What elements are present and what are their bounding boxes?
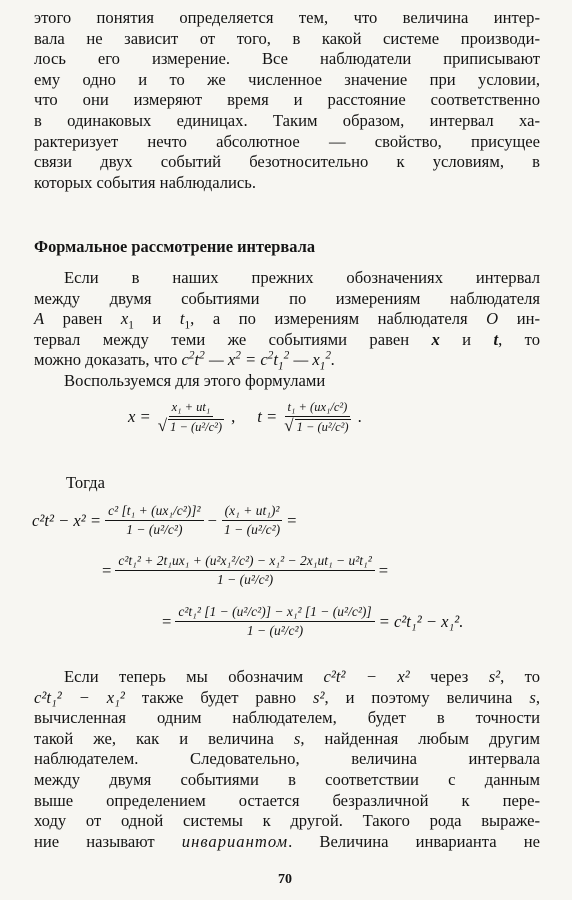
text-line: c²t₁² − x₁² также будет равно s², и поэтому величина s,: [34, 687, 540, 707]
fraction: [281, 398, 353, 436]
text-run: можно доказать, что: [34, 350, 182, 370]
formula-lhs: c²t² − x² =: [32, 510, 102, 530]
result: = c²t₁² − x₁².: [378, 611, 464, 631]
expression: c²t₁² − x₁²: [34, 687, 125, 707]
numerator: c²t₁² [1 − (u²/c²)] − x₁² [1 − (u²/c²)]: [175, 603, 374, 622]
text-line: наблюдателем. Следовательно, величина интервала: [34, 749, 540, 769]
symbol-s: s: [529, 687, 536, 707]
text-line: вала не зависит от того, в какой системе производи-: [34, 28, 540, 48]
text-run: и: [133, 309, 180, 329]
text-line: этого понятия определяется тем, что величина интер-: [34, 8, 540, 27]
operator: =: [102, 560, 112, 580]
numerator: t₁ + (ux₁/c²): [285, 398, 351, 417]
numerator: x₁ + ut₁: [169, 398, 214, 417]
text-line: [34, 832, 540, 853]
symbol-s: s: [293, 728, 301, 748]
fraction: [175, 603, 374, 640]
lorentz-x-formula: [128, 398, 362, 436]
fraction: [115, 552, 374, 589]
text-line: [34, 729, 540, 750]
operator: =: [287, 510, 297, 530]
text-line: [34, 330, 540, 351]
denominator: [281, 417, 353, 436]
numerator: (x₁ + ut₁)²: [222, 502, 283, 521]
derivation-row-2: [102, 552, 388, 589]
denominator: 1 − (u²/c²): [246, 623, 304, 638]
symbol-x: x: [431, 329, 440, 349]
text-run: , то: [500, 667, 540, 686]
expression: c²t² − x²: [323, 667, 410, 686]
formula-lhs: x =: [128, 407, 151, 426]
text-run: тервал между теми же событиями равен: [34, 329, 432, 349]
text-line: что они измеряют время и расстояние соответственно: [34, 90, 540, 110]
page-number: 70: [278, 872, 292, 887]
text-line: ему одно и то же численное значение при условии,: [34, 69, 540, 89]
fraction: [105, 502, 204, 539]
text-line: [34, 667, 540, 688]
denominator: 1 − (u²/c²): [126, 522, 183, 537]
symbol-t: t: [493, 329, 499, 349]
emphasis-invariant: инвариантом: [181, 831, 289, 851]
paragraph-intro: [34, 8, 540, 193]
fraction: [221, 502, 283, 539]
text-line: между двумя событиями в соответствии с данным: [34, 769, 540, 789]
text-run: ние называют: [34, 831, 182, 851]
derivation-row-1: [32, 502, 297, 539]
text-run: ин-: [498, 309, 540, 329]
radicand: 1 − (u²/c²): [296, 420, 349, 434]
text-run: , а по измерениям наблюдателя: [190, 309, 487, 329]
text-line: [34, 350, 540, 371]
text-line: лось его измерение. Все наблюдатели приписывают: [34, 49, 540, 69]
symbol-A: A: [34, 309, 45, 329]
text-line: A равен $x_1$ и $t_1$, а по измерениям наблюдателя O ин-: [34, 309, 540, 332]
derivation-row-3: [162, 603, 463, 640]
denominator: 1 − (u²/c²): [216, 572, 274, 587]
text-line: выше определением остается безразличной к пере-: [34, 790, 540, 810]
denominator: 1 − (u²/c²): [223, 522, 281, 537]
text-run: также будет равно: [124, 687, 314, 707]
text-run: равен: [44, 309, 121, 329]
text-line: ходу от одной системы к другой. Такого рода выраже-: [34, 811, 540, 831]
text-run: , то: [498, 329, 540, 349]
numerator: c²t₁² + 2t₁ux₁ + (u²x₁²/c²) − x₁² − 2x₁ut₁ − u²t₁²: [115, 552, 374, 571]
paragraph-formal: [34, 268, 540, 392]
text-run: и: [439, 329, 494, 349]
text-run: такой же, как и величина: [34, 728, 294, 748]
symbol-t: t: [179, 309, 185, 329]
separator: ,: [231, 407, 236, 426]
radicand: 1 − (u²/c²): [170, 420, 223, 434]
symbol-O: O: [486, 309, 499, 329]
text-line: вычисленная одним наблюдателем, будет в точности: [34, 708, 540, 728]
symbol-s2: s²: [488, 667, 501, 686]
text-run: , и поэтому величина: [324, 687, 530, 707]
paragraph-invariant: [34, 667, 540, 852]
text-line: рактеризует нечто абсолютное — свойство, присущее: [34, 131, 540, 151]
text-line: которых события наблюдались.: [34, 172, 256, 192]
operator: =: [162, 611, 172, 631]
text-run: Если теперь мы обозначим: [64, 667, 324, 686]
text-line: в одинаковых единицах. Таким образом, интервал ха-: [34, 110, 540, 130]
denominator: [155, 417, 227, 436]
formula-lhs: t =: [257, 407, 278, 426]
symbol-s2: s²: [313, 687, 325, 707]
text-line: Если в наших прежних обозначениях интервал: [64, 268, 540, 287]
text-line: связи двух событий безотносительно к условиям, в: [34, 152, 540, 172]
text-run: . Величина инварианта не: [288, 831, 540, 851]
fraction: [155, 398, 227, 436]
operator: −: [207, 510, 217, 530]
text-run: , найденная любым другим: [300, 728, 541, 748]
text-line: Воспользуемся для этого формулами: [64, 370, 326, 390]
section-heading: Формальное рассмотрение интервала: [34, 237, 316, 256]
equation-inline: $c^2t^2$ — $x^2 = c^2t_1^2$ — $x_1^2$.: [181, 349, 336, 373]
then-label: Тогда: [66, 473, 105, 492]
text-run: через: [409, 667, 489, 686]
symbol-x: x: [120, 309, 129, 329]
separator: .: [357, 407, 362, 426]
numerator: c² [t₁ + (ux₁/c²)]²: [105, 502, 204, 521]
text-line: между двумя событиями по измерениям наблюдателя: [34, 288, 540, 308]
operator: =: [378, 560, 389, 580]
